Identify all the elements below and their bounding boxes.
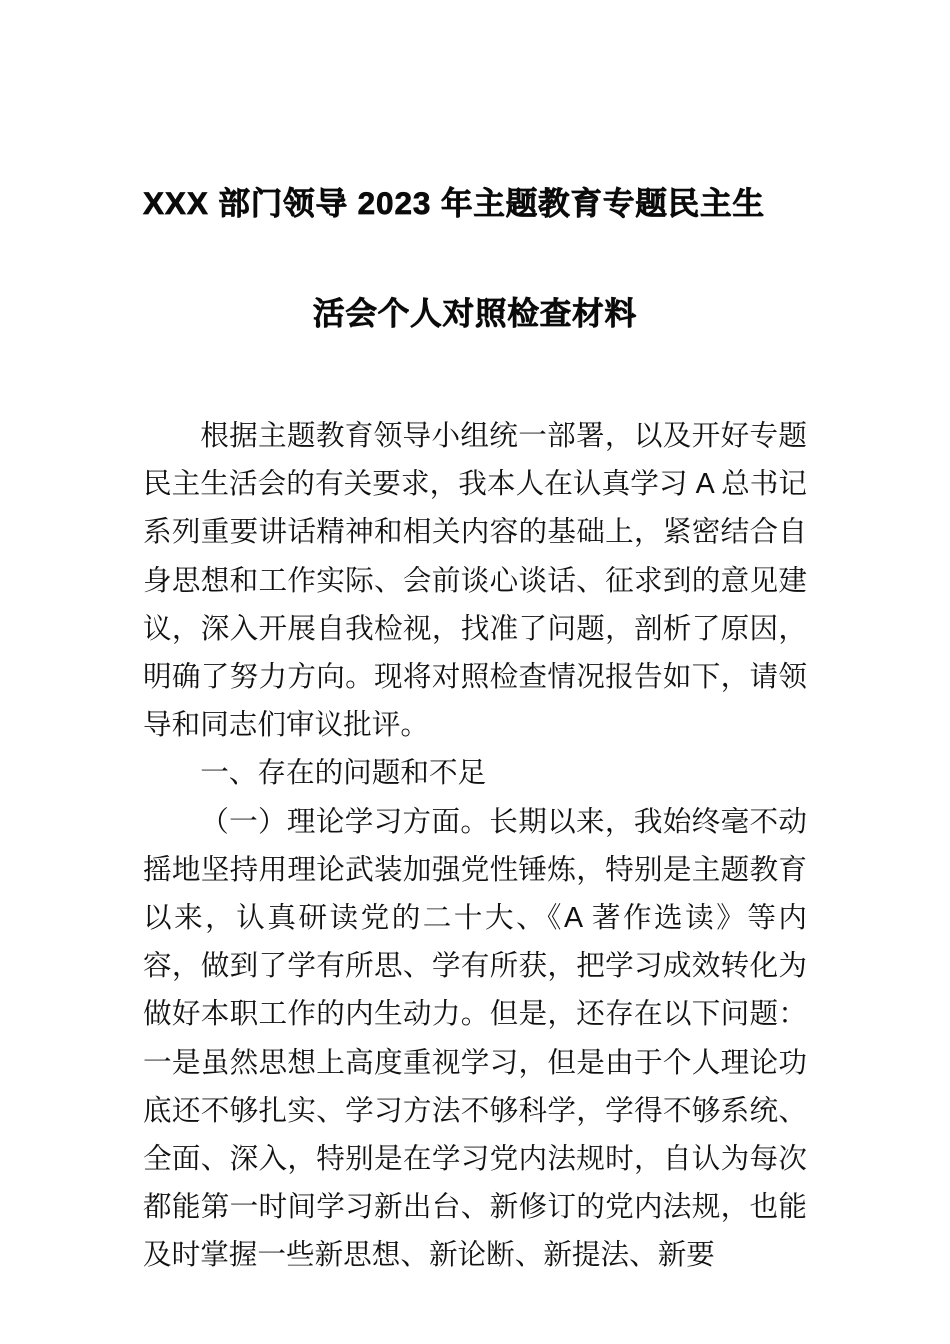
page-title-line-1: XXX 部门领导 2023 年主题教育专题民主生 [143, 185, 765, 221]
page-title-line-2: 活会个人对照检查材料 [312, 295, 637, 331]
paragraph-section-one-a: （一）理论学习方面。长期以来，我始终毫不动摇地坚持用理论武装加强党性锤炼，特别是主题教育以来，认真研读党的二十大、《A 著作选读》等内容，做到了学有所思、学有所获，把学习成效转化为做好本职工作的内生动力。但是，还存在以下问题：一是虽然思想上高度重视学习，但是由于个人理论功底还不够扎实、学习方法不够科学，学得不够系统、全面、深入，特别是在学习党内法规时，自认为每次都能第一时间学习新出台、新修订的党内法规，也能及时掌握一些新思想、新论断、新提法、新要 [143, 805, 807, 1272]
paragraph-opening: 根据主题教育领导小组统一部署，以及开好专题民主生活会的有关要求，我本人在认真学习 A 总书记系列重要讲话精神和相关内容的基础上，紧密结合自身思想和工作实际、会前谈心谈话、征求到的意见建议，深入开展自我检视，找准了问题，剖析了原因，明确了努力方向。现将对照检查情况报告如下，请领导和同志们审议批评。 [143, 420, 807, 742]
heading-section-one: 一、存在的问题和不足 [200, 757, 487, 790]
document-body [143, 412, 807, 1280]
page-title [143, 148, 807, 368]
